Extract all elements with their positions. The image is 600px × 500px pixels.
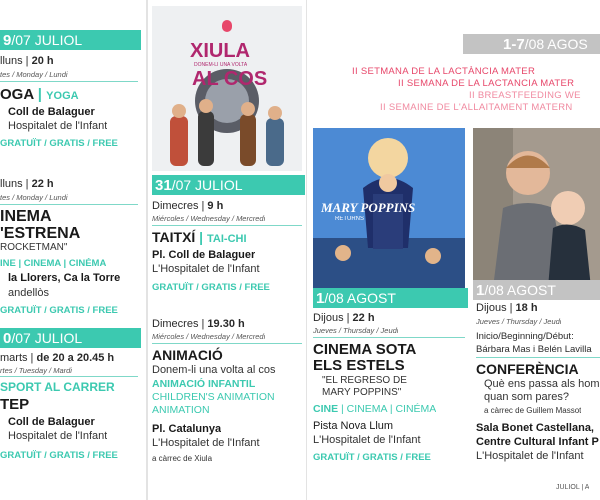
date-day: 31 — [155, 177, 172, 194]
movie-name: "EL REGRESO DE — [322, 375, 407, 386]
date-day: 9 — [3, 32, 12, 49]
father-child-photo — [473, 128, 600, 288]
date-month: /08 AGOS — [524, 36, 588, 52]
column-gutter — [146, 0, 148, 500]
date-month: /08 AGOST — [484, 282, 556, 298]
divider — [152, 225, 302, 226]
free-label: GRATUÏT / GRATIS / FREE — [0, 450, 118, 461]
date-banner-30-july — [0, 328, 141, 348]
event-title-sport: SPORT AL CARRER — [0, 380, 115, 394]
event-credit: a càrrec de Guillem Massot — [484, 406, 582, 415]
breastfeeding-week-en: II BREASTFEEDING WE — [469, 90, 581, 101]
column-gutter — [306, 0, 307, 500]
event-question: Què ens passa als hom — [484, 378, 600, 390]
poster-subtitle: RETURNS — [335, 216, 365, 222]
breastfeeding-week-es: II SEMANA DE LA LACTANCIA MATER — [398, 78, 575, 89]
event-place-2: Centre Cultural Infant P — [476, 436, 599, 448]
date-banner-9-july — [0, 30, 141, 50]
divider — [476, 357, 600, 358]
free-label: GRATUÏT / GRATIS / FREE — [0, 305, 118, 316]
day-translations: Miércoles / Wednesday / Mercredi — [152, 332, 266, 341]
event-title-yoga: OGA | YOGA — [0, 86, 79, 103]
event-town: Hospitalet de l'Infant — [8, 120, 108, 132]
date-day: 1-7 — [503, 36, 525, 53]
date-month: /07 JULIOL — [171, 177, 243, 193]
event-time: lluns | 20 h — [0, 55, 54, 67]
event-town: L'Hospitalet de l'Infant — [313, 434, 421, 446]
event-title-taitxi: TAITXÍ | TAI-CHI — [152, 229, 247, 245]
event-subtitle: Donem-li una volta al cos — [152, 364, 276, 376]
event-town: andellòs — [8, 287, 49, 299]
poster-title: MARY POPPINS — [321, 200, 416, 215]
day-translations: rtes / Tuesday / Mardi — [0, 366, 72, 375]
date-month: /07 JULIOL — [11, 32, 83, 48]
day-translations: Miércoles / Wednesday / Mercredi — [152, 214, 266, 223]
poster-title-2: AL COS — [192, 68, 268, 90]
day-translations: tes / Monday / Lundi — [0, 193, 68, 202]
event-place: Coll de Balaguer — [8, 106, 95, 118]
event-type-en: CHILDREN'S ANIMATION — [152, 391, 275, 403]
event-place: Pl. Catalunya — [152, 423, 222, 435]
event-type-fr: ANIMATION — [152, 404, 210, 416]
event-title-cinema-2: 'ESTRENA — [0, 225, 81, 242]
day-translations: Jueves / Thursday / Jeudi — [476, 317, 562, 326]
cinema-tags: CINE | CINEMA | CINÉMA — [313, 403, 437, 415]
date-day: 1 — [316, 290, 325, 307]
event-town: Hospitalet de l'Infant — [8, 430, 108, 442]
event-speakers: Bárbara Mas i Belén Lavilla — [476, 344, 592, 355]
event-credit: a càrrec de Xiula — [152, 454, 213, 463]
event-place: Pista Nova Llum — [313, 420, 394, 432]
event-title-cinema: INEMA — [0, 208, 52, 225]
event-town: L'Hospitalet de l'Infant — [152, 437, 260, 449]
day-translations: Jueves / Thursday / Jeudi — [313, 326, 399, 335]
event-time: Dimecres | 9 h — [152, 200, 224, 212]
poster-subtitle: DONEM-LI UNA VOLTA — [194, 62, 248, 68]
divider — [313, 337, 465, 338]
page-footer: JULIOL | A — [556, 484, 590, 491]
event-time: Dijous | 18 h — [476, 302, 538, 314]
date-month: /07 JULIOL — [11, 330, 83, 346]
event-town: L'Hospitalet de l'Infant — [152, 263, 260, 275]
event-time: marts | de 20 a 20.45 h — [0, 352, 115, 364]
date-day: 1 — [476, 282, 485, 299]
cinema-tags: INE | CINEMA | CINÉMA — [0, 258, 107, 269]
poster-title: XIULA — [190, 40, 250, 62]
event-type-ca: ANIMACIÓ INFANTIL — [152, 378, 256, 390]
free-label: GRATUÏT / GRATIS / FREE — [0, 138, 118, 149]
event-title-cinema: CINEMA SOTA — [313, 341, 417, 358]
event-time: Dijous | 22 h — [313, 312, 375, 324]
xiula-poster — [152, 6, 302, 171]
event-title-cinema-2: ELS ESTELS — [313, 357, 405, 374]
father-child-photo-art — [473, 128, 600, 288]
event-place: Coll de Balaguer — [8, 416, 95, 428]
date-month: /08 AGOST — [324, 290, 396, 306]
event-title-conferencia: CONFERÈNCIA — [476, 361, 579, 377]
event-town: L'Hospitalet de l'Infant — [476, 450, 584, 462]
divider — [0, 81, 138, 82]
movie-name-2: MARY POPPINS" — [322, 387, 402, 398]
date-banner-1-aug-grey — [473, 280, 600, 300]
event-place: la Llorers, Ca la Torre — [8, 272, 121, 284]
event-time: lluns | 22 h — [0, 178, 54, 190]
mary-poppins-poster — [313, 128, 465, 288]
date-banner-1-7-aug — [463, 34, 600, 54]
date-day: 0 — [3, 330, 12, 347]
divider — [0, 204, 138, 205]
day-translations: tes / Monday / Lundi — [0, 70, 68, 79]
event-start-label: Inicio/Beginning/Début: — [476, 331, 574, 342]
breastfeeding-week-ca: II SETMANA DE LA LACTÀNCIA MATER — [352, 66, 536, 77]
event-title-animacio: ANIMACIÓ — [152, 347, 223, 363]
date-banner-1-aug — [313, 288, 468, 308]
breastfeeding-week-fr: II SEMAINE DE L'ALLAITAMENT MATERN — [380, 102, 573, 113]
event-title-step: TEP — [0, 396, 30, 413]
event-place: Sala Bonet Castellana, — [476, 422, 594, 434]
event-question-2: quan som pares? — [484, 391, 569, 403]
event-place: Pl. Coll de Balaguer — [152, 249, 256, 261]
movie-name: ROCKETMAN" — [0, 242, 68, 253]
divider — [152, 343, 302, 344]
free-label: GRATUÏT / GRATIS / FREE — [152, 282, 270, 293]
free-label: GRATUÏT / GRATIS / FREE — [313, 452, 431, 463]
divider — [0, 376, 138, 377]
event-time: Dimecres | 19.30 h — [152, 318, 245, 330]
date-banner-31-july — [152, 175, 305, 195]
